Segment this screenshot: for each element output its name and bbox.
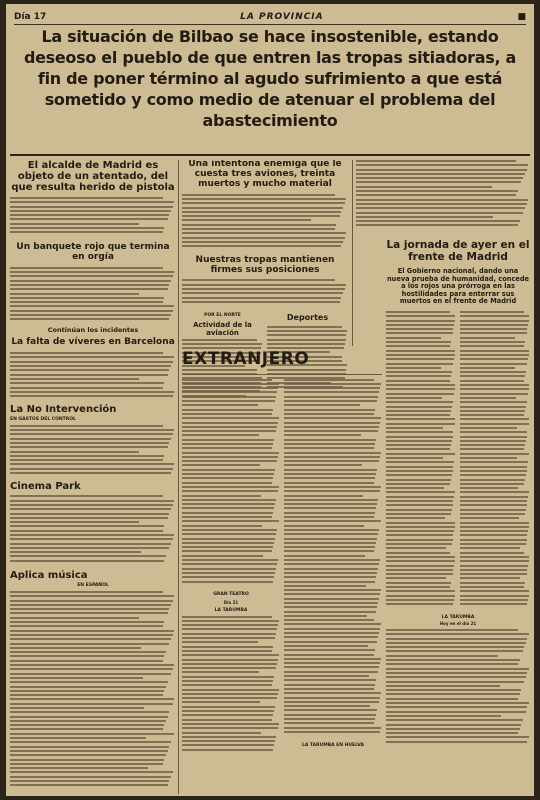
incidentes-title: Continúan los incidentes xyxy=(47,325,139,334)
madrid-front-article xyxy=(386,240,530,794)
jornada-deck: El Gobierno nacional, dando una nueva prueba de humanidad, concede a los rojos una prórroga en las hostilidades para enterrar sus muertos en el frente de Madrid xyxy=(386,267,530,306)
aviacion-title: Actividad de la aviación xyxy=(193,320,252,337)
tarumba-huelva-title: LA TARUMBA EN HUELVA xyxy=(301,742,364,748)
front-headline: La situación de Bilbao se hace insostenible, estando deseoso el pueblo de que entren las tropas sitiadoras, a fin de poner término al agudo sufrimiento a que está sometido y como medio de atenuar el problema del abastecimiento xyxy=(23,27,517,130)
no-intervencion-subtitle: EN GASTOS DEL CONTROL xyxy=(10,416,76,422)
cinema-park-title: Cinema Park xyxy=(10,480,81,492)
tarumba-right-title: LA TARUMBA xyxy=(441,614,475,620)
tarumba-right-note: Hoy en el día 21 xyxy=(439,620,477,626)
banquete-body xyxy=(10,267,176,323)
left-column xyxy=(10,160,176,794)
madrid-mayor-body xyxy=(10,197,176,237)
posiciones-body xyxy=(182,279,348,307)
viveres-title: La falta de víveres en Barcelona xyxy=(11,337,175,348)
intentona-title: Una intentona enemiga que le cuesta tres aviones, treinta muertos y mucho material xyxy=(188,160,342,189)
jornada-body-right xyxy=(460,311,530,611)
no-intervencion-body xyxy=(10,425,176,477)
right-top-body xyxy=(356,160,530,232)
aplica-musica-subtitle: EN ESPAÑOL xyxy=(77,582,109,588)
cinema-park-body xyxy=(10,495,176,567)
masthead-paper-name: LA PROVINCIA xyxy=(240,12,324,22)
masthead-mark: ■ xyxy=(517,12,526,22)
aplica-musica-title: Aplica música xyxy=(10,570,88,582)
right-top-column xyxy=(356,160,530,236)
intentona-body xyxy=(182,194,348,250)
tarumba-title: LA TARUMBA xyxy=(214,607,248,613)
masthead-day: Día 17 xyxy=(14,12,47,22)
column-divider xyxy=(178,160,179,794)
banquete-title: Un banquete rojo que termina en orgía xyxy=(16,242,170,262)
viveres-body xyxy=(10,352,176,400)
por-el-norte-label: POR EL NORTE xyxy=(204,313,241,319)
extranjero-rule xyxy=(182,374,382,375)
jornada-title: La jornada de ayer en el frente de Madrid xyxy=(386,240,530,263)
jornada-body-left xyxy=(386,311,456,611)
newspaper-page xyxy=(6,4,534,796)
tarumba-right-body xyxy=(386,629,530,749)
madrid-mayor-title: El alcalde de Madrid es objeto de un atentado, del que resulta herido de pistola xyxy=(11,160,175,193)
extranjero-body-left xyxy=(182,379,280,589)
masthead xyxy=(14,10,526,25)
gran-teatro-title: GRAN TEATRO xyxy=(213,591,249,597)
aplica-musica-body xyxy=(10,591,176,791)
extranjero-body-right xyxy=(284,379,382,739)
extranjero-title: EXTRANJERO xyxy=(182,350,310,369)
gran-teatro-day: Día 21 xyxy=(223,599,239,605)
column-divider xyxy=(352,160,353,346)
deportes-title: Deportes xyxy=(286,313,329,323)
foreign-news-section xyxy=(182,350,382,794)
headline-rule xyxy=(10,154,530,156)
posiciones-title: Nuestras tropas mantienen firmes sus posiciones xyxy=(195,254,335,275)
no-intervencion-title: La No Intervención xyxy=(10,404,117,416)
tarumba-body xyxy=(182,616,280,756)
